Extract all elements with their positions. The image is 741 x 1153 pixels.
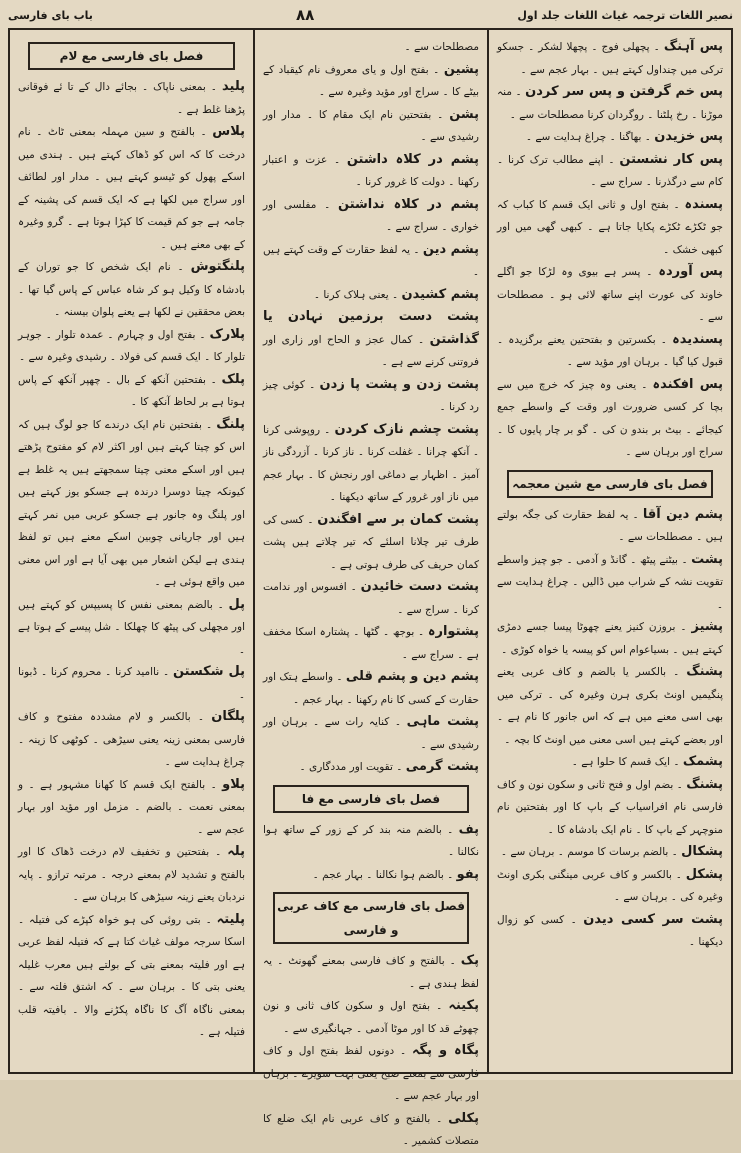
section-heading: فصل بای فارسی مع کاف عربی و فارسی [273, 892, 469, 944]
page-number: ۸۸ [295, 6, 315, 24]
dictionary-entry [263, 576, 479, 621]
entry-headword: پشت زدن و پشت پا زدن [319, 376, 479, 392]
entry-definition: ۔ پچھلی فوج ۔ پچھلا لشکر ۔ جسکو ترکی میں چنداول کہتے ہیں ۔ بہار عجم سے ۔ [497, 41, 723, 76]
page-frame [8, 28, 733, 1147]
entry-definition: ۔ بفتح اول و یای معروف نام کیقباد کے بیٹے کا ۔ سراج اور مؤید وغیرہ سے ۔ [263, 63, 479, 98]
dictionary-entry [497, 864, 723, 909]
entry-headword: پشم دین آقا [642, 506, 724, 522]
entry-headword: پک [460, 953, 479, 968]
entry-headword: پلید [222, 79, 246, 94]
dictionary-entry [263, 621, 479, 666]
dictionary-entry [18, 661, 245, 706]
entry-definition: ۔ ناامید کرنا ۔ محروم کرنا ۔ ڈبونا ۔ [18, 666, 245, 701]
dictionary-entry [497, 841, 723, 864]
dictionary-entry [497, 774, 723, 842]
entry-definition: ۔ کنایہ رات سے ۔ برہان اور رشیدی سے ۔ [263, 716, 479, 751]
dictionary-entry [263, 1108, 479, 1153]
dictionary-entry [263, 509, 479, 577]
entry-headword: پس آوردہ [658, 264, 723, 279]
section-heading: فصل بای فارسی مع لام [28, 42, 235, 70]
running-head [8, 4, 733, 26]
entry-definition: ۔ بتی روئی کی ہو خواہ کپڑے کی فتیلہ ۔ اسکا سرجہ مولف غیاث کتا ہے کہ فتیلہ لفظ عربی ہے اور فلیتہ بمعنے بتی کے بولتے ہیں معرب غلیلہ یعنی بتی کا ۔ برہان سے ۔ کہ اشتق فلتہ سے ۔ بمعنی ناگاہ آگ کا ناگاہ پکڑنے والا ۔ بافیتہ قلب فتیلہ ہے ۔ [18, 913, 245, 1038]
entry-headword: پشنگ [686, 776, 723, 792]
dictionary-entry [497, 81, 723, 126]
dictionary-entry [497, 616, 723, 661]
dictionary-entry [497, 126, 723, 149]
entry-headword: پشتوارہ [427, 624, 479, 639]
entry-headword: پلہ [227, 844, 245, 859]
entry-definition: ۔ بیٹنے پیٹھ ۔ گانڈ و آدمی ۔ جو چیز واسطے تقویت نشہ کے شراب میں ڈالیں ۔ چراغ ہدایت سے ۔ [497, 553, 723, 611]
entry-definition: ۔ بالکسر و کاف عربی مینگنی بکری اونٹ وغیرہ کی ۔ برہان سے ۔ [497, 868, 723, 903]
dictionary-entry [263, 950, 479, 995]
entry-definition: ۔ بفتحتین نام ایک مقام کا ۔ مدار اور رشیدی سے ۔ [263, 108, 479, 143]
dictionary-entry [263, 306, 479, 374]
entry-headword: پشکال [681, 844, 723, 859]
entry-headword: پل شکستن [172, 664, 246, 679]
entry-definition: ۔ کمال عجز و الحاح اور زاری اور فروتنی کرنے سے ہے ۔ [263, 333, 479, 368]
dictionary-entry [263, 419, 479, 509]
column-right [487, 30, 731, 1072]
entry-headword: پشنگ [686, 664, 723, 679]
entry-headword: پشم در کلاہ داشتن [346, 151, 480, 167]
entry-headword: پشم کشیدن [401, 286, 479, 302]
entry-headword: پلک [221, 371, 245, 387]
entry-definition: ۔ تقویت اور مددگاری ۔ [299, 761, 403, 773]
entry-headword: پشت سر کسی دیدن [583, 911, 723, 927]
entry-definition: ۔ بمعنی ناپاک ۔ بجائے دال کے تا ئے فوقانی پڑھنا غلط ہے ۔ [18, 81, 245, 116]
entry-headword: پفو [456, 866, 479, 882]
entry-headword: پشت کمان بر سے افگندن [317, 511, 479, 527]
entry-definition: ۔ بضم اول و فتح ثانی و سکون نون و کاف فارسی نام افراسیاب کے باپ کا اور بفتحتین نام منوچہر کے باپ کا ۔ نام ایک بادشاہ کا ۔ [497, 778, 723, 836]
entry-headword: پشیز [691, 619, 723, 634]
dictionary-entry [18, 774, 245, 842]
entry-headword: پشت چشم نازک کردن [334, 421, 480, 437]
entry-definition: ۔ منہ موڑنا ۔ رخ پلٹنا ۔ روگردان کرنا مصطلحات سے ۔ [497, 86, 723, 121]
dictionary-entry [263, 711, 479, 756]
running-head-left: باب بای فارسی [8, 8, 93, 22]
dictionary-entry [18, 121, 245, 256]
entry-definition: ۔ بالضم برسات کا موسم ۔ برہان سے ۔ [500, 846, 678, 858]
entry-headword: پس خزیدن [654, 129, 723, 144]
entry-definition: ۔ واسطے ہتک اور حقارت کے کسی کا نام رکھنا ۔ بہار عجم ۔ [263, 671, 479, 706]
dictionary-entry [497, 549, 723, 617]
entry-headword: پل [228, 596, 245, 612]
entry-headword: پکلی [448, 1110, 479, 1126]
dictionary-entry [18, 324, 245, 369]
entry-headword: پلاو [222, 776, 246, 792]
dictionary-entry [263, 284, 479, 307]
entry-headword: پلنگ [216, 416, 245, 432]
entry-definition: ۔ بفتح اول و سکون کاف ثانی و نون چھوٹے قد کا اور موٹا آدمی ۔ جہانگیری سے ۔ [263, 1000, 479, 1035]
entry-headword: پس افکندہ [652, 376, 723, 392]
dictionary-entry [263, 995, 479, 1040]
dictionary-entry [263, 239, 479, 284]
dictionary-entry [263, 1040, 479, 1108]
entry-definition: ۔ کوئی چیز رد کرنا ۔ [263, 378, 479, 413]
entry-definition: ۔ بفتحتین آنکھ کے بال ۔ چھپر آنکھ کے پاس ہوتا ہے بر لحاظ آنکھ کا ۔ [18, 373, 245, 408]
entry-headword: پشت [691, 551, 723, 567]
entry-definition: ۔ روپوشی کرنا ۔ آنکھ چرانا ۔ غفلت کرنا ۔ ناز کرنا ۔ آزردگی ناز آمیز ۔ اظہار بے دماغی اور رنجش کا ۔ بہار عجم میں ناز اور غرور کے ساتھ دیکھنا ۔ [263, 423, 479, 503]
entry-definition: ۔ بالفتح و کاف فارسی بمعنے گھونٹ ۔ یہ لفظ ہندی ہے ۔ [263, 955, 479, 990]
dictionary-entry [263, 149, 479, 194]
dictionary-entry [18, 76, 245, 121]
entry-definition: ۔ بفتحتین و تخفیف لام درخت ڈھاک کا اور بالفتح و تشدید لام بمعنے درجہ ۔ مرتبہ ترازو ۔ پایہ نردبان یعنے زینہ سیڑھی کا برہان سے ۔ [18, 846, 245, 903]
entry-definition: ۔ یعنی وہ چیز کہ خرچ میں سے بچا کر کسی ضرورت اور وقت کے واسطے جمع کیجائے ۔ بیٹ بر بندو ن کی ۔ گو بر چار پایوں کا ۔ سراج اور برہان سے ۔ [497, 378, 723, 458]
entry-headword: پلیتہ [216, 911, 245, 927]
section-heading: فصل بای فارسی مع شین معجمہ [507, 470, 713, 498]
entry-headword: پشت گرمی [405, 759, 479, 774]
entry-definition: ۔ پسر ہے بیوی وہ لڑکا جو اگلے خاوند کی عورت اپنے ساتھ لائی ہو ۔ مصطلحات سے ۔ [497, 266, 723, 323]
entry-definition: ۔ بالفتح و کاف عربی نام ایک ضلع کا متصلات کشمیر ۔ [263, 1112, 479, 1147]
dictionary-entry [263, 59, 479, 104]
entry-definition: ۔ بالضم منہ بند کر کے زور کے ساتھ ہوا نکالنا ۔ [263, 823, 479, 858]
entry-headword: پشت ماہی [406, 714, 479, 729]
entry-definition: ۔ یہ لفظ حقارت کی جگہ بولتے ہیں ۔ مصطلحات سے ۔ [497, 508, 723, 543]
entry-headword: پشم در کلاہ نداشتن [338, 196, 479, 212]
entry-headword: پشم دین [422, 241, 479, 257]
dictionary-entry [18, 909, 245, 1044]
entry-headword: پشین [443, 61, 479, 77]
entry-headword: پشمک [682, 754, 723, 769]
dictionary-entry [18, 369, 245, 414]
dictionary-entry [497, 661, 723, 751]
entry-headword: پگاہ و پگہ [411, 1043, 479, 1058]
entry-definition: ۔ بالضم ہوا نکالنا ۔ بہار عجم ۔ [312, 868, 454, 881]
dictionary-entry [18, 594, 245, 662]
dictionary-entry [497, 374, 723, 464]
entry-headword: پلارک [209, 326, 245, 342]
entry-definition: ۔ بالکسر یا بالضم و کاف عربی یعنے پنگیمیں اونٹ بکری ہرن وغیرہ کی ۔ ترکی میں بھی اسی معنے میں ہے کہ اس جانور کا نام ہے ۔ اور بعضے کہتے ہیں اسی معنی میں اونٹ کا بچہ ۔ [497, 666, 723, 746]
dictionary-entry [497, 329, 723, 374]
dictionary-entry [263, 666, 479, 711]
dictionary-entry [497, 194, 723, 262]
entry-definition: ۔ بالفتح ایک قسم کا کھانا مشہور ہے ۔ و بمعنی نعمت ۔ بالضم ۔ مزمل اور مؤید اور بہار عجم سے ۔ [18, 778, 245, 836]
dictionary-entry [18, 414, 245, 594]
dictionary-entry [497, 149, 723, 194]
dictionary-entry [263, 864, 479, 887]
dictionary-entry [263, 36, 479, 59]
dictionary-entry [263, 819, 479, 864]
entry-definition: ۔ بھاگنا ۔ چراغ ہدایت سے ۔ [525, 131, 651, 143]
entry-headword: پشت دست برزمین نہادن یا گذاشتن [263, 309, 479, 347]
entry-definition: ۔ بالضم بمعنی نفس کا پسیپس کو کہتے ہیں اور مچھلی کی پیٹھ کا چھلکا ۔ شل پیسے کے ہوتا ہے ۔ [18, 598, 245, 656]
section-heading: فصل بای فارسی مع فا [273, 785, 469, 813]
dictionary-entry [497, 36, 723, 81]
dictionary-entry [263, 104, 479, 149]
entry-definition: ۔ دونوں لفظ بفتح اول و کاف فارسی سے بمعنے صبح یعنی بہت سویرے ۔ برہان اور بہار عجم سے ۔ [263, 1045, 479, 1102]
entry-headword: پلنگتوش [190, 259, 246, 274]
entry-headword: پسندیدہ [672, 331, 724, 347]
entry-headword: پسندہ [684, 196, 723, 212]
entry-definition: ۔ اپنے مطالب ترک کرنا ۔ کام سے درگذرنا ۔ سراج سے ۔ [497, 153, 723, 188]
entry-headword: پشت دست خائیدن [360, 579, 479, 594]
dictionary-entry [18, 841, 245, 909]
column-middle [253, 30, 487, 1147]
dictionary-entry [497, 909, 723, 954]
entry-headword: پشکل [685, 866, 723, 882]
dictionary-entry [18, 256, 245, 324]
entry-definition: ۔ کسی کی طرف تیر چلانا اسلئے کہ تیر چلاتے ہیں پشت کمان حریف کی طرف ہوتی ہے ۔ [263, 513, 479, 571]
entry-definition: ۔ بفتحتین نام ایک درندے کا جو لوگ ہیں کہ اس کو چیتا کہتے ہیں اور اکثر لام کو مفتوح پڑھتے ہیں اور اسکے معنی چیتا سمجھتے ہیں یہ غلط ہے کیونکہ چیتا دوسرا درندہ ہے جسکو یوز کہتے ہیں اور پلنگ وہ جانور ہے جسکو عربی میں نمر کہتے ہیں اور جاریانی چوبین اسکے معنے ہیں تو لفظ ہندی ہے لیکن اشعار میں بھی آیا ہے اور اس معنی میں واقع ہوئی ہے ۔ [18, 418, 245, 588]
entry-definition: ۔ نام ایک شخص کا جو توران کے بادشاہ کا وکیل ہو کر شاہ عباس کے پاس گیا تھا ۔ بعض محققین نے لکھا ہے یعنے پلوان بیسنہ ۔ [18, 261, 245, 318]
entry-headword: پس آہنگ [663, 39, 723, 54]
entry-definition: ۔ ایک قسم کا حلوا ہے ۔ [571, 756, 680, 768]
entry-definition: ۔ کسی کو زوال دیکھنا ۔ [497, 913, 723, 948]
dictionary-entry [263, 374, 479, 419]
entry-definition: ۔ بالکسر و لام مشددہ مفتوح و کاف فارسی بمعنی زینہ یعنی سیڑھی ۔ کوٹھی کا زینہ ۔ چراغ ہدایت سے ۔ [18, 711, 245, 768]
dictionary-entry [263, 756, 479, 779]
entry-headword: پس خم گرفتن و پس سر کردن [525, 84, 724, 99]
dictionary-entry [497, 751, 723, 774]
entry-definition: ۔ یہ لفظ حقارت کے وقت کہتے ہیں ۔ [263, 243, 479, 278]
entry-definition: ۔ مفلسی اور خواری ۔ سراج سے ۔ [263, 198, 479, 233]
dictionary-entry [497, 261, 723, 329]
entry-definition: مصطلحات سے ۔ [404, 41, 479, 53]
running-head-right: نصیر اللغات ترجمہ غیاث اللغات جلد اول [517, 8, 733, 22]
entry-definition: ۔ افسوس اور ندامت کرنا ۔ سراج سے ۔ [263, 581, 479, 616]
entry-headword: پشن [449, 106, 479, 122]
entry-definition: ۔ بفتح اول و ثانی ایک قسم کا کباب کہ جو ٹکڑے ٹکڑے پکایا جاتا ہے ۔ کبھی گھی میں اور کبھی خشک ۔ [497, 198, 723, 256]
dictionary-entry [18, 706, 245, 774]
entry-headword: پلاس [212, 124, 245, 139]
entry-definition: ۔ بروزن کنیز یعنے چھوٹا پیسا جسے دمڑی کہتے ہیں ۔ بسیاعوام اس کو پیسہ یا خواہ کوڑی ۔ [497, 621, 723, 656]
entry-definition: ۔ بفتح اول و چہارم ۔ عمدہ تلوار ۔ جوہر تلوار کا ۔ ایک قسم کی فولاد ۔ رشیدی وغیرہ سے ۔ [18, 328, 245, 363]
column-left [10, 30, 253, 1072]
entry-headword: پس کار نشستن [619, 151, 723, 167]
entry-definition: ۔ عزت و اعتبار رکھنا ۔ دولت کا غرور کرنا ۔ [263, 153, 479, 188]
dictionary-entry [497, 504, 723, 549]
entry-headword: پلگان [211, 709, 245, 724]
dictionary-entry [263, 194, 479, 239]
entry-definition: ۔ بکسرتین و بفتحتین یعنے برگزیدہ ۔ قبول کیا گیا ۔ برہان اور مؤید سے ۔ [497, 333, 723, 368]
entry-definition: ۔ یعنی ہلاک کرنا ۔ [313, 288, 399, 301]
entry-headword: پف [458, 821, 479, 837]
entry-headword: پکینہ [448, 998, 479, 1013]
entry-headword: پشم دین و پشم قلی [345, 669, 479, 684]
entry-definition: ۔ بوجھ ۔ گٹھا ۔ پشتارہ اسکا مخفف ہے ۔ سراج سے ۔ [263, 626, 479, 661]
entry-definition: ۔ بالفتح و سین مہملہ بمعنی ٹاٹ ۔ نام درخت کا کہ اس کو ڈھاک کہتے ہیں ۔ ہندی میں اسکے پھول کو ٹیسو کہتے ہیں ۔ مدار اور لطائف اور سراج میں لکھا ہے کہ ایک قسم کی پشینہ کے جامہ ہے جو کم قیمت کا کپڑا ہوتا ہے ۔ گرو وغیرہ کے بھی معنے ہیں ۔ [18, 126, 245, 251]
